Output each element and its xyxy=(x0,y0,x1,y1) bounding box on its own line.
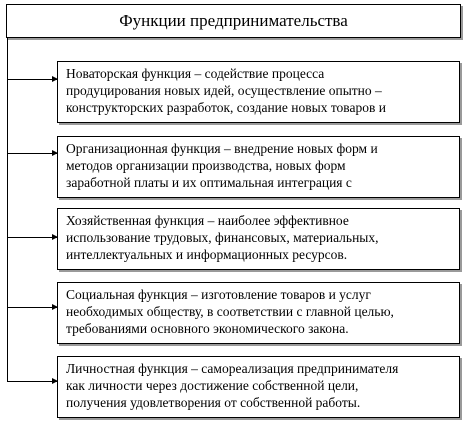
connector-arrow-1 xyxy=(8,79,57,80)
function-line: заработной платы и их оптимальная интеграция с xyxy=(66,175,352,190)
function-line: продуцирования новых идей, осуществление опытно – xyxy=(66,83,382,98)
function-line: Хозяйственная функция – наиболее эффективное xyxy=(66,213,349,228)
diagram-title-text: Функции предпринимательства xyxy=(119,11,348,30)
connector-arrow-4 xyxy=(8,307,57,308)
function-line: Новаторская функция – содействие процесса xyxy=(66,66,325,81)
connector-spine xyxy=(7,38,8,382)
function-box-economic xyxy=(57,208,460,270)
function-line: Личностная функция – самореализация предпринимателя xyxy=(66,361,399,376)
connector-arrow-3 xyxy=(8,237,57,238)
function-line: интеллектуальных и информационных ресурсов. xyxy=(66,247,348,262)
connector-arrow-2 xyxy=(8,153,57,154)
function-line: Социальная функция – изготовление товаров и услуг xyxy=(66,287,371,302)
function-line: использование трудовых, финансовых, материальных, xyxy=(66,230,379,245)
diagram-title xyxy=(6,4,461,38)
function-line: как личности через достижение собственной цели, xyxy=(66,378,359,393)
function-line: Организационная функция – внедрение новых форм и xyxy=(66,141,378,156)
function-line: получения удовлетворения от собственной работы. xyxy=(66,395,361,410)
function-line: необходимых обществу, в соответствии с главной целью, xyxy=(66,304,394,319)
connector-arrow-5 xyxy=(8,381,57,382)
function-box-innovative xyxy=(57,61,460,123)
function-line: конструкторских разработок, создание новых товаров и xyxy=(66,100,386,115)
function-line: требованиями основного экономического закона. xyxy=(66,321,349,336)
function-box-personal xyxy=(57,356,460,418)
function-line: методов организации производства, новых форм xyxy=(66,158,346,173)
function-box-organizational xyxy=(57,136,460,198)
function-box-social xyxy=(57,282,460,344)
